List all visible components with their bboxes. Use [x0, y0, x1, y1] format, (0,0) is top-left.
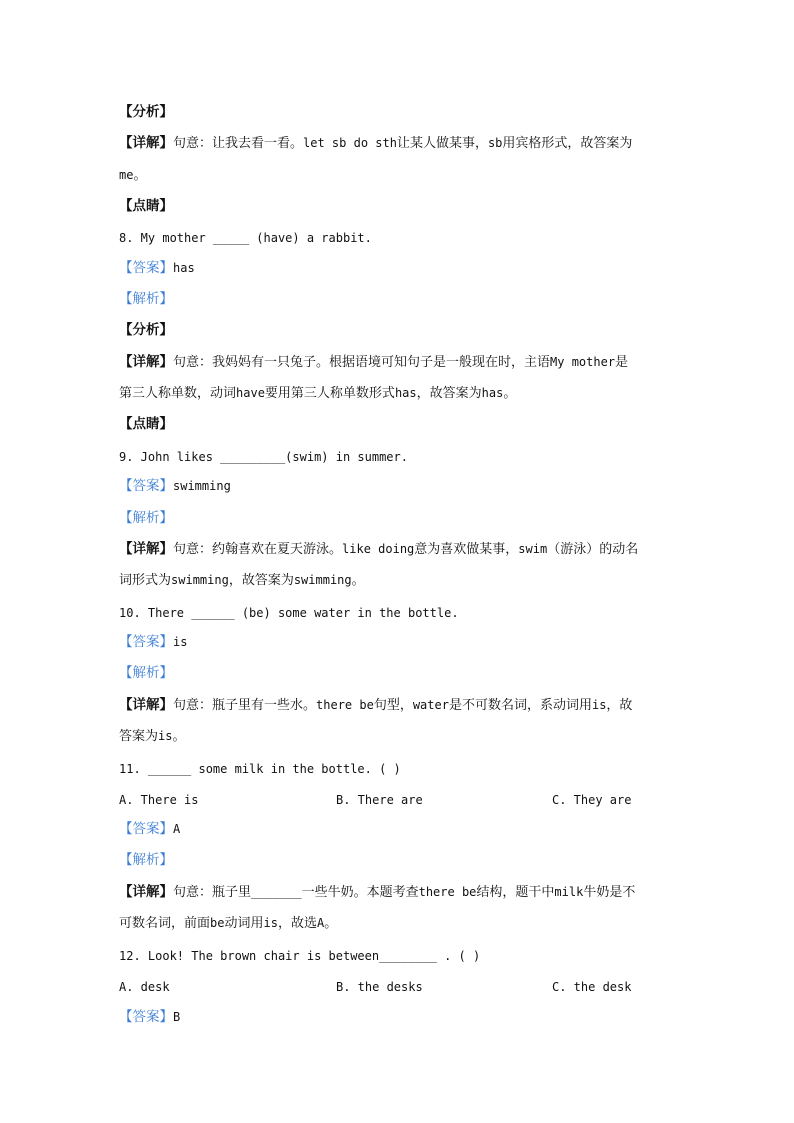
tag-detail: 【详解】 — [119, 697, 173, 713]
tag-comment: 【点睛】 — [119, 416, 173, 432]
text-cn: 。 — [172, 729, 186, 744]
answer-11 — [119, 820, 679, 838]
question-8 — [119, 229, 679, 247]
text-cn: 句型， — [373, 698, 413, 713]
question-text: 12. Look! The brown chair is between________ . ( ) — [119, 949, 481, 963]
text-en: water — [412, 698, 449, 712]
tag-explanation: 【解析】 — [119, 852, 173, 868]
text-cn: 。 — [351, 573, 365, 588]
text-cn: 。 — [503, 386, 517, 401]
option-b: B. There are — [336, 793, 423, 807]
tag-detail: 【详解】 — [119, 541, 173, 557]
section-explanation — [119, 509, 679, 527]
question-9 — [119, 448, 679, 466]
text-cn: 动词用 — [224, 916, 264, 931]
text-cn: ，故答案为 — [228, 573, 294, 588]
text-en: sb — [487, 136, 503, 150]
detail-q11-line1 — [119, 883, 679, 902]
answer-9 — [119, 477, 679, 495]
question-10 — [119, 604, 679, 622]
text-en: have — [236, 386, 265, 400]
option-c: C. They are — [552, 793, 632, 807]
detail-q10-line1 — [119, 696, 679, 715]
answer-10 — [119, 633, 679, 651]
text-cn: 是 — [615, 355, 629, 370]
text-en: be — [210, 916, 225, 930]
detail-q9-line1 — [119, 540, 679, 559]
tag-detail: 【详解】 — [119, 354, 173, 370]
tag-analysis: 【分析】 — [119, 322, 173, 338]
text-cn: 牛奶是不 — [583, 885, 636, 900]
tag-explanation: 【解析】 — [119, 510, 173, 526]
detail-q8-line1 — [119, 353, 679, 372]
detail-q9-line2 — [119, 571, 679, 590]
text-en: My mother — [550, 355, 616, 369]
text-en: is — [591, 698, 607, 712]
text-cn: 一些牛奶。本题考查 — [301, 885, 419, 900]
detail-q8-line2 — [119, 384, 679, 403]
detail-q10-line2 — [119, 727, 679, 746]
text-en: has — [394, 386, 417, 400]
option-a: A. desk — [119, 980, 170, 994]
question-text: 10. There ______ (be) some water in the bottle. — [119, 606, 459, 620]
text-en: swimming — [171, 573, 229, 587]
text-en: like doing — [342, 542, 415, 556]
text-cn: 。 — [324, 916, 338, 931]
option-c: C. the desk — [552, 980, 632, 994]
detail-q11-line2 — [119, 914, 679, 933]
detail-q7-line2 — [119, 166, 679, 185]
text-cn: 第三人称单数，动词 — [119, 386, 237, 401]
answer-text: has — [173, 261, 195, 275]
text-cn: 。 — [133, 168, 147, 183]
tag-detail: 【详解】 — [119, 135, 173, 151]
tag-answer: 【答案】 — [119, 821, 173, 837]
text-en: swim — [518, 542, 548, 556]
text-cn: 句意：约翰喜欢在夏天游泳。 — [173, 542, 343, 557]
text-cn: ，故 — [606, 698, 633, 713]
text-en: has — [481, 386, 504, 400]
question-12 — [119, 947, 679, 965]
text-en: _______ — [251, 885, 302, 899]
detail-q7-line1 — [119, 134, 679, 153]
question-text: 9. John likes _________(swim) in summer. — [119, 450, 408, 464]
text-en: A — [316, 916, 325, 930]
text-cn: （游泳）的动名 — [547, 542, 639, 557]
section-explanation — [119, 290, 679, 308]
text-cn: 词形式为 — [119, 573, 172, 588]
tag-analysis: 【分析】 — [119, 104, 173, 120]
tag-answer: 【答案】 — [119, 1009, 173, 1025]
text-cn: 句意：瓶子里有一些水。 — [173, 698, 317, 713]
answer-text: swimming — [173, 479, 231, 493]
text-cn: 要用第三人称单数形式 — [264, 386, 395, 401]
section-analysis — [119, 321, 679, 339]
text-cn: ，故选 — [277, 916, 317, 931]
text-cn: 用宾格形式，故答案为 — [502, 136, 633, 151]
text-cn: 让某人做某事， — [396, 136, 488, 151]
tag-answer: 【答案】 — [119, 634, 173, 650]
text-cn: 句意：我妈妈有一只兔子。根据语境可知句子是一般现在时，主语 — [173, 355, 551, 370]
text-en: let sb do sth — [303, 136, 397, 150]
text-en: there be — [316, 698, 374, 712]
tag-explanation: 【解析】 — [119, 665, 173, 681]
section-explanation — [119, 664, 679, 682]
question-text: 11. ______ some milk in the bottle. ( ) — [119, 762, 401, 776]
text-en: me — [119, 168, 134, 182]
text-en: milk — [554, 885, 584, 899]
answer-text: B — [173, 1010, 181, 1024]
text-en: is — [263, 916, 278, 930]
answer-text: is — [173, 635, 188, 649]
text-en: is — [158, 729, 173, 743]
text-cn: ，故答案为 — [416, 386, 482, 401]
answer-text: A — [173, 822, 181, 836]
text-cn: 结构，题干中 — [476, 885, 555, 900]
tag-comment: 【点睛】 — [119, 198, 173, 214]
text-en: there be — [418, 885, 477, 899]
section-explanation — [119, 851, 679, 869]
text-cn: 答案为 — [119, 729, 159, 744]
text-cn: 句意：瓶子里 — [173, 885, 252, 900]
section-comment — [119, 197, 679, 215]
text-cn: 是不可数名词，系动词用 — [448, 698, 592, 713]
tag-detail: 【详解】 — [119, 884, 173, 900]
text-cn: 可数名词，前面 — [119, 916, 211, 931]
tag-answer: 【答案】 — [119, 260, 173, 276]
answer-12 — [119, 1008, 679, 1026]
answer-8 — [119, 259, 679, 277]
tag-answer: 【答案】 — [119, 478, 173, 494]
text-cn: 句意：让我去看一看。 — [173, 136, 304, 151]
tag-explanation: 【解析】 — [119, 291, 173, 307]
text-cn: 意为喜欢做某事， — [414, 542, 519, 557]
option-a: A. There is — [119, 793, 199, 807]
section-analysis — [119, 103, 679, 121]
question-text: 8. My mother _____ (have) a rabbit. — [119, 231, 372, 245]
text-en: swimming — [293, 573, 352, 587]
option-b: B. the desks — [336, 980, 423, 994]
section-comment — [119, 415, 679, 433]
question-11 — [119, 760, 679, 778]
